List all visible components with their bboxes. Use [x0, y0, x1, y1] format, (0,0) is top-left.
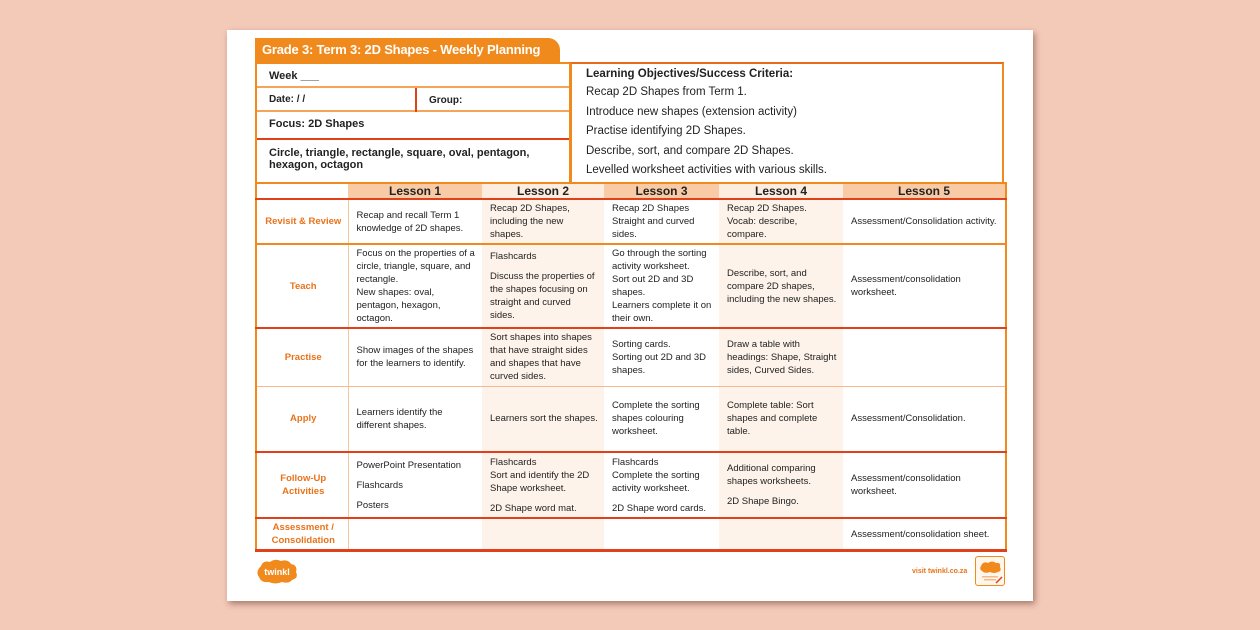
- shapes-list: Circle, triangle, rectangle, square, oval, pentagon, hexagon, octagon: [269, 147, 530, 171]
- cell-text: 2D Shape word mat.: [490, 502, 577, 514]
- header-blank: [256, 183, 348, 199]
- table-cell: [482, 452, 604, 518]
- objective-item: Describe, sort, and compare 2D Shapes.: [586, 144, 794, 157]
- lesson-info-box: [255, 62, 570, 184]
- table-cell: [482, 328, 604, 386]
- objective-item: Introduce new shapes (extension activity): [586, 105, 797, 118]
- cell-text: Sort out 2D and 3D shapes.: [612, 274, 694, 298]
- cell-text: Describe, sort, and compare 2D shapes, including the new shapes.: [727, 267, 837, 305]
- cell-text: Sorting out 2D and 3D shapes.: [612, 351, 707, 376]
- cell-text: Posters: [356, 499, 389, 511]
- cell-text: Sorting cards.: [612, 338, 671, 350]
- objectives-heading: Learning Objectives/Success Criteria:: [586, 68, 794, 80]
- focus-field: Focus: 2D Shapes: [257, 112, 569, 140]
- table-cell: [719, 386, 843, 452]
- table-row-apply: [256, 386, 1006, 452]
- table-row-follow-up: [256, 452, 1006, 518]
- cell-text: 2D Shape Bingo.: [727, 496, 799, 507]
- table-cell: [604, 244, 719, 328]
- table-cell: [482, 199, 604, 244]
- cell-text: Complete the sorting shapes colouring worksheet.: [612, 400, 700, 438]
- objective-item: Levelled worksheet activities with various skills.: [586, 164, 827, 176]
- table-row-practise: [256, 328, 1006, 386]
- table-cell: [482, 244, 604, 328]
- table-cell: [604, 328, 719, 386]
- table-row-revisit: [256, 199, 1006, 244]
- cell-text: Assessment/Consolidation.: [851, 413, 966, 425]
- table-cell: [843, 518, 1006, 551]
- cell-text: Flashcards: [356, 479, 403, 491]
- table-cell: [348, 452, 482, 518]
- header-lesson-3: Lesson 3: [604, 183, 719, 199]
- twinkl-logo: [255, 558, 299, 584]
- table-cell: [604, 199, 719, 244]
- table-row-assessment: [256, 518, 1006, 551]
- objective-item: Practise identifying 2D Shapes.: [586, 125, 746, 137]
- row-label: Practise: [256, 328, 348, 386]
- table-cell: [843, 328, 1006, 386]
- table-cell: [719, 518, 843, 551]
- cell-text: Complete the sorting activity worksheet.: [612, 469, 700, 494]
- table-cell: [843, 452, 1006, 518]
- cell-text: Straight and curved sides.: [612, 216, 695, 240]
- cell-text: New shapes: oval, pentagon, hexagon, octagon.: [356, 287, 441, 324]
- cell-text: Focus on the properties of a circle, triangle, square, and rectangle.: [356, 248, 475, 285]
- table-cell: [843, 199, 1006, 244]
- table-cell: [348, 244, 482, 328]
- cell-text: Recap 2D Shapes: [612, 203, 690, 214]
- table-cell: [482, 386, 604, 452]
- table-cell: [719, 244, 843, 328]
- cell-text: Learners sort the shapes.: [490, 413, 598, 425]
- cell-text: Discuss the properties of the shapes focusing on straight and curved sides.: [490, 271, 595, 321]
- table-cell: [719, 452, 843, 518]
- cell-text: Assessment/consolidation sheet.: [851, 528, 990, 540]
- footer-url: visit twinkl.co.za: [912, 568, 968, 575]
- cell-text: Show images of the shapes for the learners to identify.: [356, 345, 474, 370]
- table-cell: [348, 328, 482, 386]
- table-cell: [719, 328, 843, 386]
- cell-text: Flashcards: [490, 456, 537, 468]
- cell-text: Recap 2D Shapes.: [727, 203, 807, 214]
- table-cell: [604, 518, 719, 551]
- cell-text: Sort and identify the 2D Shape worksheet.: [490, 469, 590, 494]
- row-label: Revisit & Review: [256, 199, 348, 244]
- cell-text: Go through the sorting activity worksheet.: [612, 248, 707, 272]
- row-label: Apply: [256, 386, 348, 452]
- cell-text: Additional comparing shapes worksheets.: [727, 463, 816, 487]
- document-title: Grade 3: Term 3: 2D Shapes - Weekly Planning: [255, 38, 560, 62]
- table-cell: [843, 386, 1006, 452]
- row-label: Assessment / Consolidation: [256, 518, 348, 551]
- cell-text: Assessment/consolidation worksheet.: [851, 274, 961, 298]
- header-lesson-5: Lesson 5: [843, 183, 1006, 199]
- cell-text: Assessment/Consolidation activity.: [851, 216, 997, 227]
- cell-text: Recap 2D Shapes, including the new shapes.: [490, 203, 570, 240]
- table-cell: [482, 518, 604, 551]
- cell-text: Draw a table with headings: Shape, Straight sides, Curved Sides.: [727, 338, 837, 376]
- table-cell: [843, 244, 1006, 328]
- cell-text: Flashcards: [490, 251, 537, 262]
- table-cell: [604, 452, 719, 518]
- table-cell: [719, 199, 843, 244]
- cell-text: PowerPoint Presentation: [356, 459, 462, 471]
- table-header-row: [256, 183, 1006, 199]
- row-label: Follow-Up Activities: [256, 452, 348, 518]
- cell-text: Assessment/consolidation worksheet.: [851, 473, 961, 497]
- table-cell: [348, 518, 482, 551]
- cell-text: Recap and recall Term 1 knowledge of 2D shapes.: [356, 209, 464, 234]
- cell-text: Complete table: Sort shapes and complete table.: [727, 400, 818, 438]
- cell-text: 2D Shape word cards.: [612, 502, 706, 514]
- worksheet-page: [227, 30, 1033, 601]
- row-label: Teach: [256, 244, 348, 328]
- table-row-teach: [256, 244, 1006, 328]
- date-field: Date: / /: [257, 88, 569, 112]
- cell-text: Learners identify the different shapes.: [356, 406, 443, 431]
- cell-text: Learners complete it on their own.: [612, 300, 712, 324]
- header-lesson-2: Lesson 2: [482, 183, 604, 199]
- header-lesson-4: Lesson 4: [719, 183, 843, 199]
- learning-objectives: [570, 62, 1004, 184]
- table-cell: [604, 386, 719, 452]
- objective-item: Recap 2D Shapes from Term 1.: [586, 86, 747, 98]
- week-field: Week ___: [257, 64, 569, 88]
- header-lesson-1: Lesson 1: [348, 183, 482, 199]
- cell-text: Sort shapes into shapes that have straight sides and shapes that have curved sides.: [490, 332, 592, 383]
- svg-text:twinkl: twinkl: [264, 567, 290, 577]
- table-cell: [348, 199, 482, 244]
- quality-badge-icon: [975, 556, 1005, 586]
- table-cell: [348, 386, 482, 452]
- group-field: Group:: [415, 88, 570, 112]
- weekly-plan-table: [255, 182, 1007, 552]
- cell-text: Vocab: describe, compare.: [727, 216, 798, 240]
- cell-text: Flashcards: [612, 456, 659, 468]
